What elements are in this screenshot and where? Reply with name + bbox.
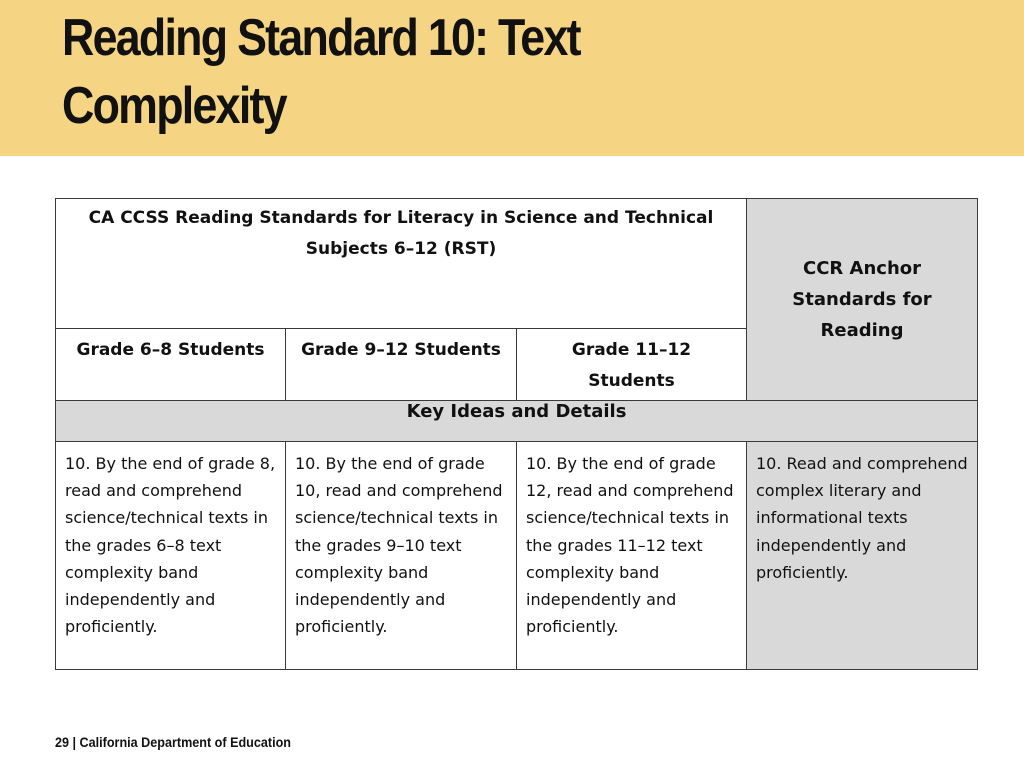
standard-grade-11-12 [517,442,747,670]
grade-6-8-header [56,329,286,401]
footer [55,734,291,750]
section-label: Key Ideas and Details [406,401,627,422]
section-row [56,401,978,442]
footer-separator: | [69,734,80,750]
ccr-anchor-header-text: CCR Anchor Standards for Reading [792,258,932,341]
page-number: 29 [55,734,70,750]
standard-ccr-anchor-text: 10. Read and comprehend complex literary and informational texts independently and proficiently. [756,454,968,582]
slide-title-line-1: Reading Standard 10: Text [62,9,580,67]
slide-title-line-2: Complexity [62,77,286,135]
grade-9-12-header-text: Grade 9–12 Students [301,340,501,360]
grade-6-8-header-text: Grade 6–8 Students [76,340,265,360]
table-header-row [56,199,978,329]
grade-9-12-header [286,329,517,401]
footer-organization: California Department of Education [79,734,291,750]
grade-11-12-header-text: Grade 11–12 Students [571,340,692,391]
standard-grade-6-8 [56,442,286,670]
standards-table [55,198,978,670]
standard-grade-9-12 [286,442,517,670]
title-band [0,0,1024,156]
standard-grade-6-8-text: 10. By the end of grade 8, read and comprehend science/technical texts in the grades 6–8 text complexity band independently and proficiently. [65,454,276,637]
grade-11-12-header [517,329,747,401]
standard-ccr-anchor [747,442,978,670]
standards-row [56,442,978,670]
rst-standards-header [56,199,747,329]
standard-grade-11-12-text: 10. By the end of grade 12, read and comprehend science/technical texts in the grades 11–12 text complexity band independently and proficiently. [526,454,734,637]
standard-grade-9-12-text: 10. By the end of grade 10, read and comprehend science/technical texts in the grades 9–10 text complexity band independently and proficiently. [295,454,503,637]
slide-title [62,4,836,140]
section-key-ideas [56,401,978,442]
ccr-anchor-header [747,199,978,401]
rst-standards-header-text: CA CCSS Reading Standards for Literacy in Science and Technical Subjects 6–12 (RST) [88,208,714,259]
